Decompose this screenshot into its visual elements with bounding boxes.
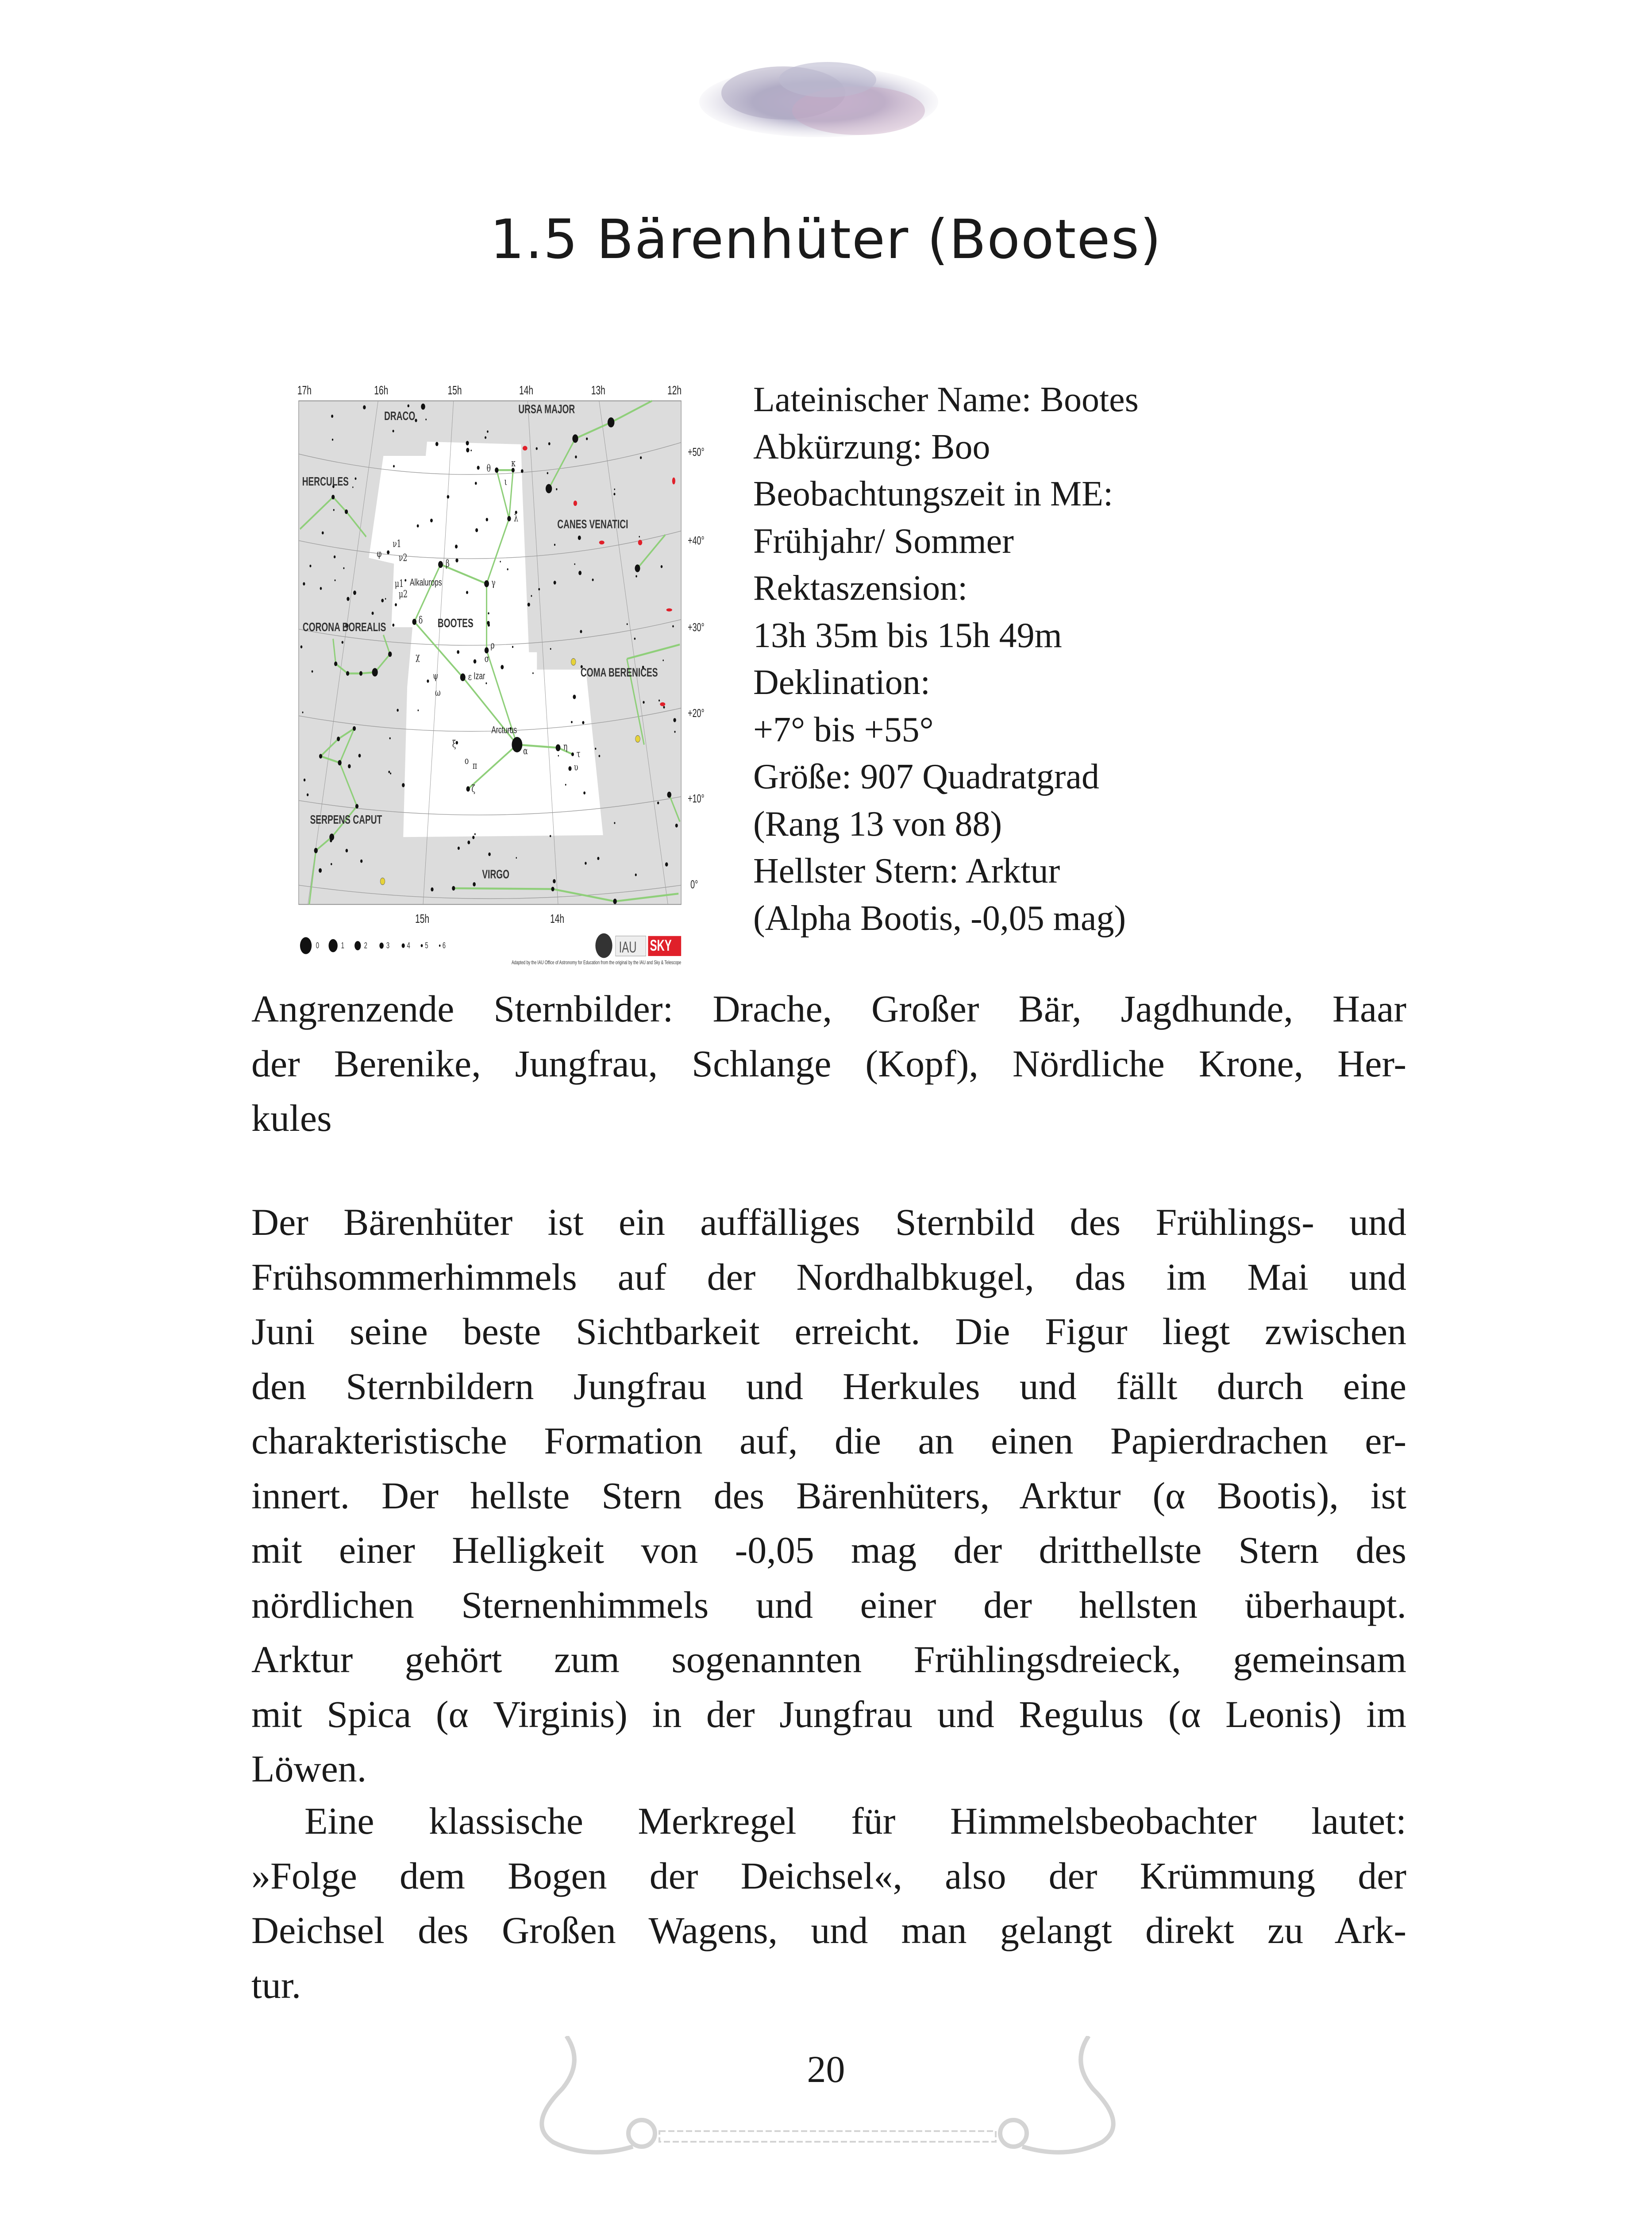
faint-star [640,456,642,459]
nebula-cloud-decoration [695,53,943,155]
faint-star [599,755,601,757]
faint-star [330,839,332,843]
faint-star [548,442,551,445]
label-coma-berenices: COMA BERENICES [580,666,658,680]
faint-star [578,536,581,540]
faint-star [643,701,644,704]
faint-star [363,405,366,409]
text-line: Eine klassische Merkregel für Himmelsbeobachter lautet: [304,1800,1406,1842]
label-ursa-major: URSA MAJOR [518,402,575,416]
faint-star [335,579,336,581]
faint-star [343,567,345,569]
faint-star [512,646,513,648]
text-line: mit einer Helligkeit von -0,05 mag der dritthellste Stern des [251,1529,1406,1571]
label-hercules: HERCULES [302,474,349,489]
faint-star [477,466,480,470]
fact-dec-value: +7° bis +55° [753,710,934,749]
label-draco: DRACO [384,409,416,424]
faint-star [393,430,394,432]
fact-observation-label: Beobachtungszeit in ME: [753,474,1113,513]
chart-label: υ [574,761,578,773]
chart-label: 6 [442,941,446,951]
faint-star [352,486,353,488]
text-line: Löwen. [251,1747,367,1790]
chart-label: ρ [490,639,495,651]
faint-star [346,849,348,852]
faint-star [661,565,662,568]
faint-star [614,822,615,824]
magnitude-legend [300,937,446,954]
faint-star [597,857,599,860]
faint-star [458,847,460,850]
faint-star [675,824,678,828]
ra-tick: 17h [297,383,312,397]
ra-tick: 14h [519,383,534,397]
faint-star [342,641,343,644]
faint-star [455,544,458,548]
faint-star [331,863,332,865]
chart-label: β [445,557,450,570]
text-line: innert. Der hellste Stern des Bärenhüters, Arktur (α Bootis), ist [251,1474,1406,1517]
faint-star [592,578,594,581]
faint-star [472,836,474,839]
faint-star [565,784,566,786]
faint-star [466,591,468,594]
faint-star [585,862,587,865]
faint-star [355,477,357,480]
faint-star [674,731,676,733]
chart-label: η [563,740,568,752]
chart-label: ι [504,475,507,488]
faint-star [431,887,433,891]
text-line: Angrenzende Sternbilder: Drache, Großer Bär, Jagdhunde, Haar [251,987,1406,1030]
faint-star [488,612,489,614]
faint-star [474,833,476,835]
label-bootes: BOOTES [437,616,474,631]
ra-tick: 14h [550,912,565,926]
faint-star [485,682,487,684]
chart-label: 3 [386,941,390,951]
chart-label: γ [491,577,496,589]
chart-label: 4 [407,941,410,951]
faint-star [573,694,576,699]
chart-label: μ2 [399,588,408,600]
dec-tick: 0° [690,878,698,891]
faint-star [614,489,615,490]
faint-star [673,718,676,722]
page-number: 20 [807,2048,845,2090]
faint-star [334,555,335,558]
chart-label: π [472,760,478,772]
faint-star [418,709,419,711]
chart-label: ν1 [393,538,401,550]
text-line: charakteristische Formation auf, die an einen Papierdrachen er- [251,1419,1406,1462]
dec-tick: +30° [688,621,705,634]
constellation-facts [753,376,1139,942]
faint-star [466,441,469,445]
faint-star [319,868,322,873]
text-line: nördlichen Sternenhimmels und einer der hellsten überhaupt. [251,1583,1406,1626]
text-line: tur. [251,1963,301,2006]
faint-star [467,840,470,844]
faint-star [487,430,489,432]
faint-star [658,700,660,702]
faint-star [578,571,581,575]
faint-star [470,450,472,451]
faint-star [662,659,664,661]
faint-star [634,638,636,640]
label-izar: Izar [474,670,485,682]
faint-star [395,603,397,606]
faint-star [425,419,427,420]
chart-label: χ [416,651,420,663]
chart-label: ψ [433,670,439,682]
faint-star [302,711,304,713]
text-line: mit Spica (α Virginis) in der Jungfrau und Regulus (α Leonis) im [251,1693,1406,1735]
text-line: der Berenike, Jungfrau, Schlange (Kopf), Nördliche Krone, Her- [251,1042,1406,1085]
faint-star [430,519,433,523]
faint-star [488,852,491,856]
sky-logo: SKY [650,937,672,955]
faint-star [304,779,306,782]
chart-label: σ [484,652,489,665]
oae-logo [595,933,612,958]
faint-star [435,442,439,446]
dec-labels [688,446,705,891]
faint-star [300,645,303,648]
chart-label: μ1 [395,577,404,590]
faint-star [390,772,391,774]
faint-star [404,579,406,582]
chart-label: τ [576,748,581,760]
faint-star [556,488,557,490]
faint-star [466,448,469,452]
text-line: Deichsel des Großen Wagens, und man gelangt direkt zu Ark- [251,1909,1406,1951]
faint-star [521,469,524,473]
faint-star [307,794,308,796]
faint-star [348,764,350,768]
ra-tick: 12h [667,383,682,397]
faint-star [586,437,588,440]
fact-size: Größe: 907 Quadratgrad [753,757,1099,796]
text-line: Arktur gehört zum sogenannten Frühlingsdreieck, gemeinsam [251,1638,1406,1681]
faint-star [353,590,356,595]
chart-label: 5 [425,941,428,951]
text-line: Juni seine beste Sichtbarkeit erreicht. Die Figur liegt zwischen [251,1310,1406,1353]
chart-label: φ [377,547,382,559]
faint-star [320,587,322,590]
faint-star [501,665,504,669]
faint-star [475,482,477,485]
faint-star [417,524,419,528]
faint-star [580,630,582,633]
chart-label: 1 [341,941,344,951]
faint-star [372,612,374,615]
fact-ra-value: 13h 35m bis 15h 49m [753,616,1062,655]
faint-star [639,536,640,538]
chart-label: ω [435,686,441,698]
body-paragraph-2 [251,1794,1406,2013]
neighbors-paragraph [251,982,1406,1146]
faint-star [385,598,386,600]
fact-latin-name: Lateinischer Name: Bootes [753,380,1139,419]
fact-dec-label: Deklination: [753,663,930,702]
faint-star [360,860,362,863]
faint-star [553,879,556,883]
faint-star [389,737,391,740]
text-line: »Folge dem Bogen der Deichsel«, also der Krümmung der [251,1854,1406,1897]
faint-star [457,650,459,654]
faint-star [635,874,637,876]
faint-star [381,599,384,602]
chart-label: 2 [364,941,367,951]
faint-star [408,405,410,408]
fact-ra-label: Rektaszension: [753,569,968,608]
faint-star [547,472,548,474]
faint-star [475,528,478,532]
faint-star [332,439,333,441]
faint-star [613,493,615,495]
chart-label: 0 [316,941,320,951]
faint-star [387,550,389,554]
ra-tick: 15h [415,912,430,926]
text-line: den Sternbildern Jungfrau und Herkules und fällt durch eine [251,1365,1406,1407]
faint-star [312,670,313,672]
fact-brightest-star: Hellster Stern: Arktur [753,852,1060,891]
faint-star [538,588,540,590]
text-line: kules [251,1097,332,1139]
chapter-title: 1.5 Bärenhüter (Bootes) [490,208,1162,271]
chart-label: ζ [471,783,475,795]
chart-label: θ [486,462,491,474]
chart-label: α [523,745,528,757]
faint-star [322,532,324,535]
faint-star [507,568,508,571]
faint-star [583,791,585,794]
chart-credit: Adapted by the IAU Office of Astronomy for Education from the original by the IAU and Sky & Telescope [511,960,682,966]
faint-star [582,721,584,724]
chart-label: ε [468,671,472,683]
faint-star [531,595,532,597]
chart-label: ο [464,754,469,767]
faint-star [635,575,637,577]
faint-star [595,748,596,750]
label-corona-borealis: CORONA BOREALIS [302,620,386,634]
faint-star [550,835,551,837]
faint-star [532,672,534,674]
faint-star [331,415,333,418]
dec-tick: +10° [688,792,705,805]
faint-star [672,625,674,628]
faint-star [550,648,551,650]
faint-star [536,447,538,450]
label-serpens-caput: SERPENS CAPUT [310,813,382,827]
label-arcturus: Arcturus [491,724,517,736]
faint-star [665,862,668,866]
faint-star [393,465,395,467]
fact-abbreviation: Abkürzung: Boo [753,427,990,467]
dec-tick: +40° [688,534,705,547]
faint-star [516,857,517,859]
label-alkalurops: Alkalurops [410,577,442,589]
ra-tick: 16h [374,383,389,397]
label-virgo: VIRGO [482,867,510,882]
faint-star [485,436,486,439]
faint-star [474,659,477,664]
ra-tick: 15h [447,383,462,397]
chart-label: δ [418,614,423,626]
faint-star [575,455,577,459]
text-line: Der Bärenhüter ist ein auffälliges Sternbild des Frühlings- und [251,1201,1406,1243]
faint-star [554,581,556,585]
body-paragraph-1 [251,1195,1406,1797]
faint-star [486,518,488,521]
faint-star [500,561,501,563]
faint-star [309,565,311,567]
faint-star [333,509,335,511]
faint-star [388,771,390,773]
faint-star [303,582,305,586]
faint-star [455,559,458,563]
label-canes-venatici: CANES VENATICI [557,517,628,532]
faint-star [473,882,476,887]
publisher-logos [595,933,681,958]
fact-brightest-mag: (Alpha Bootis, -0,05 mag) [753,898,1126,938]
fact-rank: (Rang 13 von 88) [753,804,1002,844]
faint-star [574,563,575,565]
faint-star [392,624,394,627]
ra-tick: 13h [591,383,605,397]
bootes-star-chart [289,373,705,968]
faint-star [663,706,665,709]
faint-star [627,623,628,625]
faint-star [554,544,555,546]
chart-label: ν2 [399,551,408,564]
faint-star [347,597,349,601]
dec-tick: +20° [688,706,705,720]
faint-star [528,603,530,607]
faint-star [488,624,490,627]
faint-star [447,495,450,498]
iau-logo: IAU [619,939,637,956]
faint-star [427,679,429,682]
chart-label: λ [514,512,519,524]
faint-star [402,783,404,787]
faint-star [358,754,361,757]
fact-observation-value: Frühjahr/ Sommer [753,521,1014,561]
faint-star [397,709,398,711]
chart-label: ξ [452,738,456,750]
chart-label: κ [511,457,516,469]
dec-tick: +50° [688,445,705,459]
faint-star [571,721,573,723]
faint-star [657,802,659,804]
faint-star [558,755,559,757]
text-line: Frühsommerhimmels auf der Nordhalbkugel, das im Mai und [251,1255,1406,1298]
